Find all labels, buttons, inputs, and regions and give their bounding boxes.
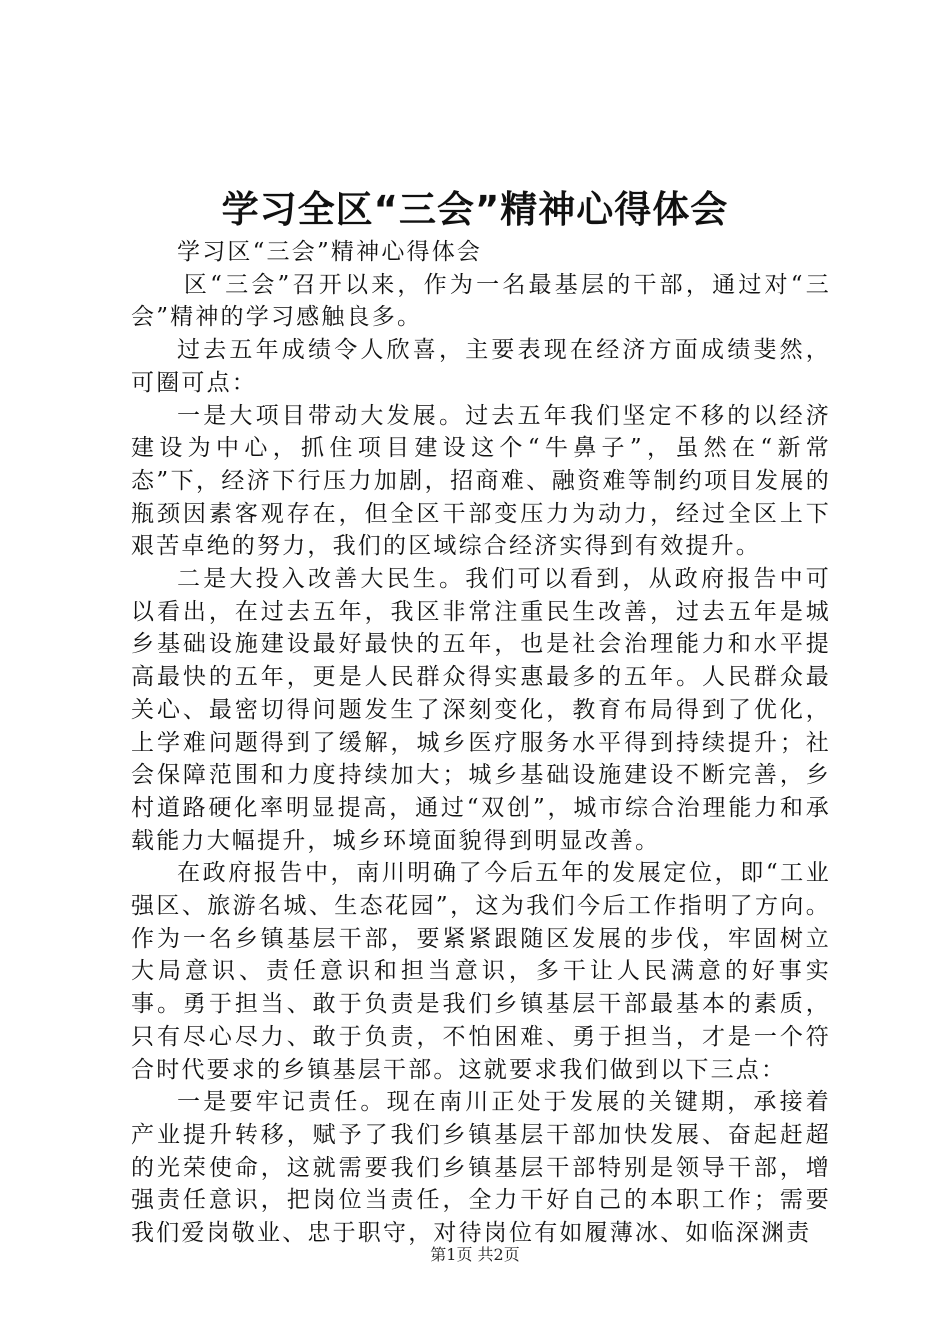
- document-title: 学习全区“三会”精神心得体会: [221, 188, 729, 231]
- paragraph-requirement-one: 一是要牢记责任。现在南川正处于发展的关键期，承接着产业提升转移，赋予了我们乡镇基层干部加快发展、奋起赶超的光荣使命，这就需要我们乡镇基层干部特别是领导干部，增强责任意识，把岗位当责任，全力干好自己的本职工作；需要我们爱岗敬业、忠于职守，对待岗位有如履薄冰、如临深渊责: [131, 1089, 831, 1247]
- document-body: [131, 236, 831, 1250]
- paragraph-intro: 区“三会”召开以来，作为一名最基层的干部，通过对“三会”精神的学习感触良多。: [131, 271, 831, 331]
- paragraph-point-one: 一是大项目带动大发展。过去五年我们坚定不移的以经济建设为中心，抓住项目建设这个“牛鼻子”，虽然在“新常态”下，经济下行压力加剧，招商难、融资难等制约项目发展的瓶颈因素客观存在，但全区干部变压力为动力，经过全区上下艰苦卓绝的努力，我们的区域综合经济实得到有效提升。: [131, 402, 831, 560]
- document-subtitle: 学习区“三会”精神心得体会: [177, 239, 483, 265]
- paragraph-development-positioning: 在政府报告中，南川明确了今后五年的发展定位，即“工业强区、旅游名城、生态花园”，这为我们今后工作指明了方向。作为一名乡镇基层干部，要紧紧跟随区发展的步伐，牢固树立大局意识、责任意识和担当意识，多干让人民满意的好事实事。勇于担当、敢于负责是我们乡镇基层干部最基本的素质，只有尽心尽力、敢于负责，不怕困难、勇于担当，才是一个符合时代要求的乡镇基层干部。这就要求我们做到以下三点：: [131, 860, 831, 1083]
- paragraph-achievements: 过去五年成绩令人欣喜，主要表现在经济方面成绩斐然，可圈可点：: [131, 337, 831, 396]
- page-number: 第1页 共2页: [430, 1245, 520, 1264]
- paragraph-point-two: 二是大投入改善大民生。我们可以看到，从政府报告中可以看出，在过去五年，我区非常注重民生改善，过去五年是城乡基础设施建设最好最快的五年，也是社会治理能力和水平提高最快的五年，更是人民群众得实惠最多的五年。人民群众最关心、最密切得问题发生了深刻变化，教育布局得到了优化，上学难问题得到了缓解，城乡医疗服务水平得到持续提升；社会保障范围和力度持续加大；城乡基础设施建设不断完善，乡村道路硬化率明显提高，通过“双创”，城市综合治理能力和承载能力大幅提升，城乡环境面貌得到明显改善。: [131, 566, 831, 854]
